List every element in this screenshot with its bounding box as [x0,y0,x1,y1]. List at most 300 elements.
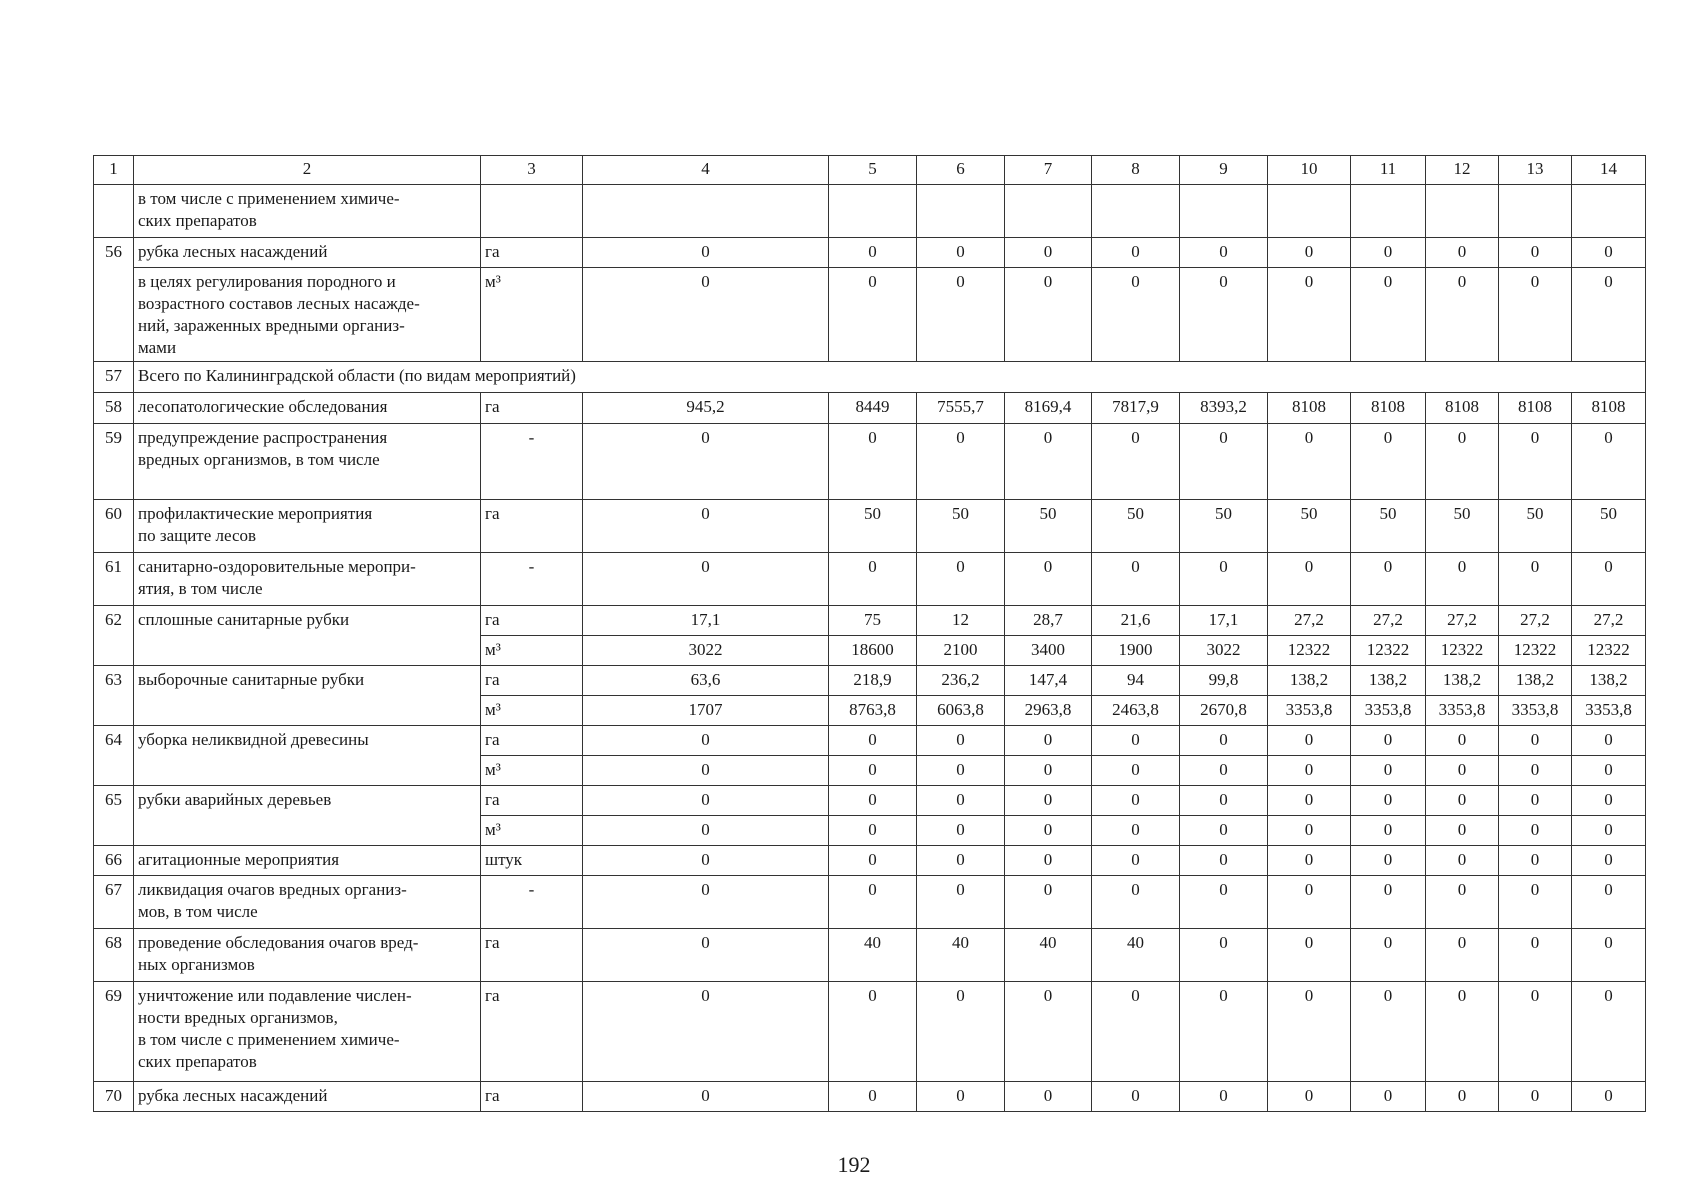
value-cell: 0 [917,268,1005,362]
column-header: 11 [1351,156,1426,185]
value-cell: 0 [1572,786,1646,816]
value-cell: 138,2 [1351,666,1426,696]
value-cell: 0 [1005,846,1092,876]
row-number: 57 [94,362,134,393]
value-cell: 0 [1499,268,1572,362]
value-cell: 27,2 [1572,606,1646,636]
value-cell: 8763,8 [829,696,917,726]
forest-protection-table [93,155,1646,1112]
value-cell: 0 [1351,238,1426,268]
value-cell: 75 [829,606,917,636]
value-cell: 0 [1005,876,1092,929]
unit-cell [481,185,583,238]
value-cell: 0 [1268,1082,1351,1112]
value-cell: 0 [1180,238,1268,268]
value-cell: 0 [1268,982,1351,1082]
value-cell: 0 [1351,756,1426,786]
value-cell: 0 [1268,424,1351,500]
value-cell: 8108 [1268,393,1351,424]
value-cell: 0 [1180,982,1268,1082]
table-row [94,362,1646,393]
value-cell: 3353,8 [1499,696,1572,726]
value-cell: 0 [1005,756,1092,786]
value-cell: 0 [1005,1082,1092,1112]
table-row [94,846,1646,876]
value-cell: 0 [1426,1082,1499,1112]
value-cell: 0 [583,756,829,786]
empty-value-cell [1572,185,1646,238]
value-cell: 0 [583,500,829,553]
row-number: 56 [94,238,134,362]
value-cell: 0 [829,424,917,500]
value-cell: 1707 [583,696,829,726]
value-cell: 0 [829,268,917,362]
value-cell: 138,2 [1499,666,1572,696]
value-cell: 0 [1499,846,1572,876]
value-cell: 0 [1426,786,1499,816]
row-description: уничтожение или подавление числен- ности вредных организмов, в том числе с применением химиче- ских препаратов [134,982,481,1082]
value-cell: 0 [1572,982,1646,1082]
row-number: 58 [94,393,134,424]
row-number: 62 [94,606,134,666]
value-cell: 0 [1426,238,1499,268]
value-cell: 0 [1268,726,1351,756]
value-cell: 0 [1180,756,1268,786]
value-cell: 18600 [829,636,917,666]
row-description: в целях регулирования породного и возрастного составов лесных насажде- ний, зараженных вредными организ- мами [134,268,481,362]
value-cell: 0 [1180,846,1268,876]
value-cell: 0 [1572,756,1646,786]
value-cell: 50 [1351,500,1426,553]
column-header: 8 [1092,156,1180,185]
value-cell: 7817,9 [1092,393,1180,424]
value-cell: 0 [1351,929,1426,982]
row-description: предупреждение распространения вредных организмов, в том числе [134,424,481,500]
value-cell: 99,8 [1180,666,1268,696]
column-header: 6 [917,156,1005,185]
empty-value-cell [829,185,917,238]
row-number: 66 [94,846,134,876]
value-cell: 0 [1499,876,1572,929]
value-cell: 0 [583,846,829,876]
value-cell: 0 [583,982,829,1082]
row-description: рубка лесных насаждений [134,1082,481,1112]
value-cell: 0 [917,756,1005,786]
value-cell: 0 [583,553,829,606]
table-row [94,268,1646,362]
empty-value-cell [1092,185,1180,238]
value-cell: 0 [917,982,1005,1082]
value-cell: 0 [829,1082,917,1112]
row-number: 65 [94,786,134,846]
value-cell: 0 [1426,726,1499,756]
value-cell: 0 [583,816,829,846]
value-cell: 0 [1499,982,1572,1082]
value-cell: 0 [829,786,917,816]
row-description: проведение обследования очагов вред- ных организмов [134,929,481,982]
value-cell: 0 [1092,816,1180,846]
value-cell: 17,1 [583,606,829,636]
value-cell: 0 [1426,982,1499,1082]
row-description: выборочные санитарные рубки [134,666,481,726]
value-cell: 0 [1180,424,1268,500]
unit-cell: га [481,393,583,424]
value-cell: 0 [1180,553,1268,606]
value-cell: 12322 [1351,636,1426,666]
value-cell: 0 [1351,876,1426,929]
value-cell: 17,1 [1180,606,1268,636]
row-description: рубки аварийных деревьев [134,786,481,846]
value-cell: 0 [1268,238,1351,268]
unit-cell: - [481,424,583,500]
unit-cell: м³ [481,268,583,362]
unit-cell: м³ [481,636,583,666]
table-row [94,1082,1646,1112]
row-description: сплошные санитарные рубки [134,606,481,666]
value-cell: 0 [1005,238,1092,268]
value-cell: 63,6 [583,666,829,696]
value-cell: 3353,8 [1572,696,1646,726]
column-header: 3 [481,156,583,185]
value-cell: 12322 [1268,636,1351,666]
value-cell: 0 [583,929,829,982]
empty-value-cell [1180,185,1268,238]
value-cell: 0 [917,424,1005,500]
value-cell: 50 [1180,500,1268,553]
column-header: 2 [134,156,481,185]
value-cell: 0 [829,756,917,786]
value-cell: 0 [829,816,917,846]
value-cell: 0 [1572,816,1646,846]
value-cell: 0 [1351,553,1426,606]
empty-value-cell [1499,185,1572,238]
value-cell: 0 [1005,424,1092,500]
row-description: агитационные мероприятия [134,846,481,876]
value-cell: 0 [1268,756,1351,786]
value-cell: 6063,8 [917,696,1005,726]
value-cell: 0 [917,816,1005,846]
value-cell: 0 [1180,816,1268,846]
value-cell: 0 [1005,786,1092,816]
value-cell: 27,2 [1268,606,1351,636]
value-cell: 0 [1268,268,1351,362]
value-cell: 0 [1351,268,1426,362]
value-cell: 0 [917,876,1005,929]
value-cell: 0 [1005,816,1092,846]
value-cell: 50 [1572,500,1646,553]
value-cell: 0 [1005,268,1092,362]
row-description: ликвидация очагов вредных организ- мов, в том числе [134,876,481,929]
value-cell: 0 [917,786,1005,816]
value-cell: 0 [1572,726,1646,756]
row-description: рубка лесных насаждений [134,238,481,268]
value-cell: 50 [1426,500,1499,553]
table-row [94,726,1646,756]
value-cell: 218,9 [829,666,917,696]
value-cell: 27,2 [1426,606,1499,636]
value-cell: 0 [1572,929,1646,982]
value-cell: 0 [583,1082,829,1112]
table-row [94,424,1646,500]
value-cell: 0 [1092,1082,1180,1112]
value-cell: 0 [583,726,829,756]
unit-cell: га [481,929,583,982]
value-cell: 0 [1268,553,1351,606]
value-cell: 50 [1499,500,1572,553]
value-cell: 0 [1351,846,1426,876]
value-cell: 40 [1092,929,1180,982]
column-header: 13 [1499,156,1572,185]
value-cell: 0 [1092,876,1180,929]
row-number: 69 [94,982,134,1082]
value-cell: 94 [1092,666,1180,696]
value-cell: 8449 [829,393,917,424]
value-cell: 50 [1092,500,1180,553]
value-cell: 12322 [1572,636,1646,666]
column-header: 7 [1005,156,1092,185]
row-description: уборка неликвидной древесины [134,726,481,786]
row-description: лесопатологические обследования [134,393,481,424]
value-cell: 0 [829,982,917,1082]
value-cell: 2463,8 [1092,696,1180,726]
value-cell: 0 [917,726,1005,756]
value-cell: 0 [1268,786,1351,816]
value-cell: 0 [829,726,917,756]
value-cell: 0 [917,238,1005,268]
table-row [94,876,1646,929]
value-cell: 0 [1426,929,1499,982]
value-cell: 0 [1351,786,1426,816]
value-cell: 0 [1572,238,1646,268]
value-cell: 0 [1005,982,1092,1082]
value-cell: 28,7 [1005,606,1092,636]
row-number: 68 [94,929,134,982]
value-cell: 0 [1499,238,1572,268]
column-header: 1 [94,156,134,185]
unit-cell: м³ [481,816,583,846]
column-number-header-row [94,156,1646,185]
value-cell: 0 [1572,268,1646,362]
value-cell: 0 [917,553,1005,606]
value-cell: 0 [1426,846,1499,876]
value-cell: 0 [829,846,917,876]
value-cell: 236,2 [917,666,1005,696]
row-number: 64 [94,726,134,786]
value-cell: 0 [1092,553,1180,606]
row-description: профилактические мероприятия по защите лесов [134,500,481,553]
unit-cell: га [481,238,583,268]
table-row [94,666,1646,696]
unit-cell: га [481,666,583,696]
value-cell: 0 [1572,1082,1646,1112]
value-cell: 8108 [1499,393,1572,424]
value-cell: 0 [917,1082,1005,1112]
value-cell: 3353,8 [1351,696,1426,726]
value-cell: 0 [1426,816,1499,846]
unit-cell: м³ [481,696,583,726]
column-header: 4 [583,156,829,185]
column-header: 5 [829,156,917,185]
value-cell: 0 [1180,1082,1268,1112]
value-cell: 0 [1092,726,1180,756]
unit-cell: - [481,553,583,606]
value-cell: 0 [1499,756,1572,786]
value-cell: 147,4 [1005,666,1092,696]
table-row [94,929,1646,982]
value-cell: 8108 [1572,393,1646,424]
value-cell: 3022 [1180,636,1268,666]
empty-value-cell [1268,185,1351,238]
value-cell: 0 [1092,756,1180,786]
value-cell: 0 [1426,424,1499,500]
value-cell: 50 [1005,500,1092,553]
empty-value-cell [917,185,1005,238]
row-description: санитарно-оздоровительные меропри- ятия, в том числе [134,553,481,606]
empty-value-cell [1426,185,1499,238]
unit-cell: штук [481,846,583,876]
value-cell: 0 [1426,876,1499,929]
value-cell: 8169,4 [1005,393,1092,424]
value-cell: 3022 [583,636,829,666]
column-header: 10 [1268,156,1351,185]
value-cell: 0 [1092,982,1180,1082]
value-cell: 0 [829,553,917,606]
value-cell: 3400 [1005,636,1092,666]
value-cell: 0 [1499,553,1572,606]
value-cell: 0 [1351,726,1426,756]
row-number: 59 [94,424,134,500]
value-cell: 0 [1426,553,1499,606]
column-header: 12 [1426,156,1499,185]
table-row [94,553,1646,606]
value-cell: 0 [1426,756,1499,786]
value-cell: 0 [1268,876,1351,929]
value-cell: 3353,8 [1268,696,1351,726]
value-cell: 0 [1268,846,1351,876]
value-cell: 21,6 [1092,606,1180,636]
value-cell: 50 [829,500,917,553]
value-cell: 138,2 [1572,666,1646,696]
value-cell: 0 [1426,268,1499,362]
value-cell: 0 [1351,424,1426,500]
table-row [94,786,1646,816]
value-cell: 0 [1499,1082,1572,1112]
value-cell: 27,2 [1499,606,1572,636]
value-cell: 0 [1572,553,1646,606]
value-cell: 138,2 [1426,666,1499,696]
value-cell: 0 [583,786,829,816]
value-cell: 0 [1180,726,1268,756]
value-cell: 945,2 [583,393,829,424]
value-cell: 40 [829,929,917,982]
value-cell: 0 [829,876,917,929]
row-number: 60 [94,500,134,553]
value-cell: 0 [1499,816,1572,846]
value-cell: 0 [1499,929,1572,982]
row-number: 61 [94,553,134,606]
value-cell: 0 [1268,929,1351,982]
empty-value-cell [1005,185,1092,238]
row-number: 63 [94,666,134,726]
value-cell: 0 [1092,268,1180,362]
unit-cell: га [481,1082,583,1112]
value-cell: 0 [583,424,829,500]
value-cell: 138,2 [1268,666,1351,696]
value-cell: 0 [1572,846,1646,876]
value-cell: 0 [583,876,829,929]
row-number: 70 [94,1082,134,1112]
table-row [94,238,1646,268]
value-cell: 0 [1005,726,1092,756]
value-cell: 0 [1572,424,1646,500]
value-cell: 0 [1180,268,1268,362]
row-description: в том числе с применением химиче- ских препаратов [134,185,481,238]
value-cell: 0 [1092,786,1180,816]
value-cell: 0 [1351,982,1426,1082]
value-cell: 0 [1351,1082,1426,1112]
value-cell: 2963,8 [1005,696,1092,726]
unit-cell: га [481,606,583,636]
value-cell: 0 [917,846,1005,876]
value-cell: 50 [917,500,1005,553]
value-cell: 8108 [1351,393,1426,424]
column-header: 9 [1180,156,1268,185]
value-cell: 0 [1005,553,1092,606]
value-cell: 8393,2 [1180,393,1268,424]
value-cell: 50 [1268,500,1351,553]
table-row [94,500,1646,553]
table-row [94,185,1646,238]
empty-value-cell [1351,185,1426,238]
value-cell: 12322 [1426,636,1499,666]
value-cell: 2100 [917,636,1005,666]
value-cell: 0 [1351,816,1426,846]
value-cell: 0 [829,238,917,268]
value-cell: 0 [1180,929,1268,982]
unit-cell: га [481,786,583,816]
value-cell: 3353,8 [1426,696,1499,726]
value-cell: 40 [917,929,1005,982]
row-number [94,185,134,238]
value-cell: 7555,7 [917,393,1005,424]
value-cell: 1900 [1092,636,1180,666]
unit-cell: га [481,500,583,553]
section-heading: Всего по Калининградской области (по видам мероприятий) [134,362,1646,393]
value-cell: 27,2 [1351,606,1426,636]
row-number: 67 [94,876,134,929]
unit-cell: га [481,726,583,756]
table-row [94,393,1646,424]
unit-cell: м³ [481,756,583,786]
empty-value-cell [583,185,829,238]
value-cell: 0 [1268,816,1351,846]
value-cell: 0 [583,238,829,268]
value-cell: 0 [1180,876,1268,929]
unit-cell: га [481,982,583,1082]
value-cell: 0 [1092,424,1180,500]
value-cell: 0 [1499,424,1572,500]
value-cell: 0 [1499,726,1572,756]
value-cell: 40 [1005,929,1092,982]
value-cell: 12 [917,606,1005,636]
value-cell: 0 [1092,846,1180,876]
value-cell: 0 [1572,876,1646,929]
value-cell: 0 [1499,786,1572,816]
value-cell: 2670,8 [1180,696,1268,726]
page-number: 192 [837,1152,871,1177]
unit-cell: - [481,876,583,929]
column-header: 14 [1572,156,1646,185]
